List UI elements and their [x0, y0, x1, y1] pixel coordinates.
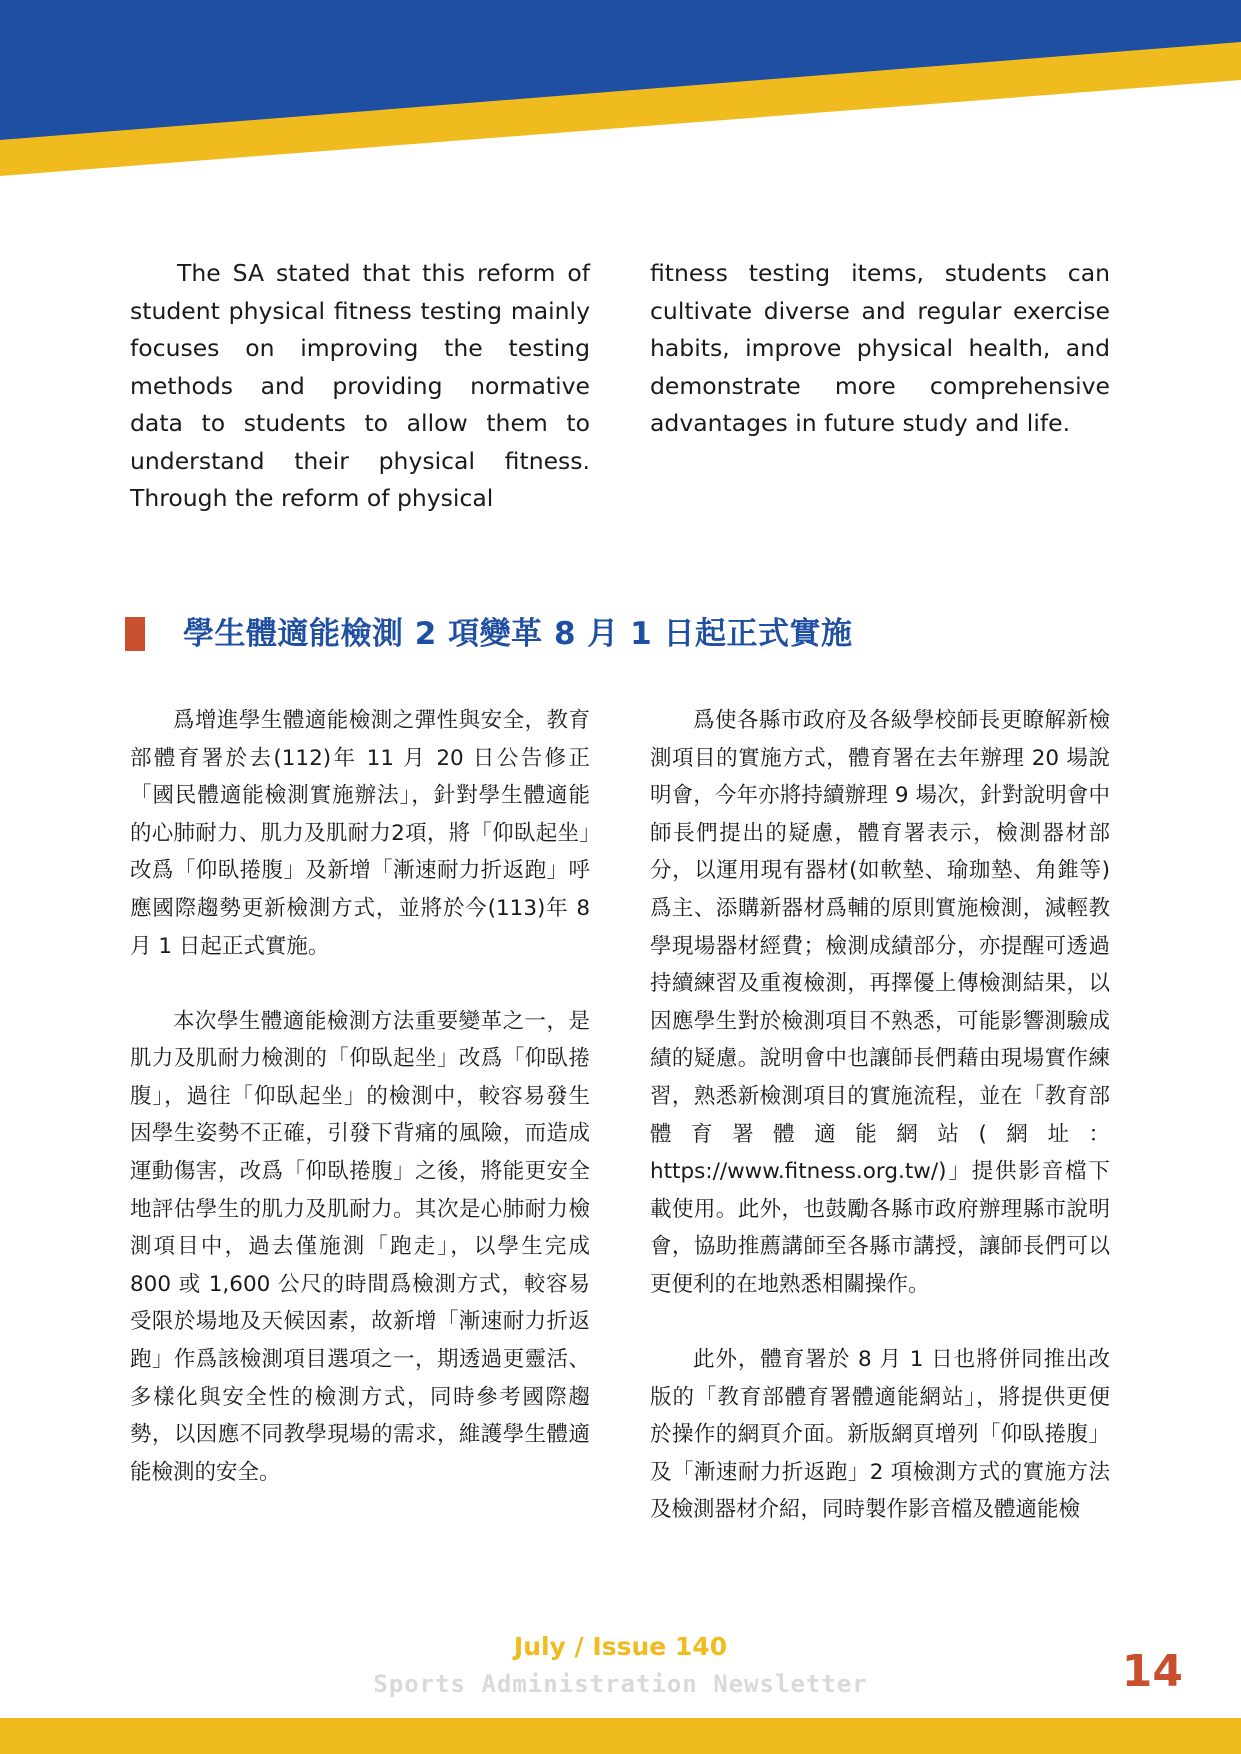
chinese-right-column: [650, 702, 1110, 1529]
chinese-paragraph: 本次學生體適能檢測方法重要變革之一，是肌力及肌耐力檢測的「仰臥起坐」改爲「仰臥捲腹」，過往「仰臥起坐」的檢測中，較容易發生因學生姿勢不正確，引發下背痛的風險，而造成運動傷害，改爲「仰臥捲腹」之後，將能更安全地評估學生的肌力及肌耐力。其次是心肺耐力檢測項目中，過去僅施測「跑走」，以學生完成 800 或 1,600 公尺的時間爲檢測方式，較容易受限於場地及天候因素，故新增「漸速耐力折返跑」作爲該檢測項目選項之一，期透過更靈活、多樣化與安全性的檢測方式，同時參考國際趨勢，以因應不同教學現場的需求，維護學生體適能檢測的安全。: [130, 1008, 590, 1485]
english-paragraph: The SA stated that this reform of student physical fitness testing mainly focuses on improving the testing methods and providing normative data to students to allow them to understand their physical fitness. Through the reform of physical: [130, 259, 590, 512]
header-banner: [0, 0, 1241, 200]
footer-bar: [0, 1718, 1241, 1754]
chinese-paragraph: 此外，體育署於 8 月 1 日也將併同推出改版的「教育部體育署體適能網站」，將提供更便於操作的網頁介面。新版網頁增列「仰臥捲腹」及「漸速耐力折返跑」2 項檢測方式的實施方法及檢測器材介紹，同時製作影音檔及體適能檢: [650, 1347, 1110, 1523]
chinese-left-column: [130, 702, 590, 1491]
chinese-paragraph: 爲增進學生體適能檢測之彈性與安全，教育部體育署於去(112)年 11 月 20 日公告修正「國民體適能檢測實施辦法」，針對學生體適能的心肺耐力、肌力及肌耐力2項，將「仰臥起坐」改爲「仰臥捲腹」及新增「漸速耐力折返跑」呼應國際趨勢更新檢測方式，並將於今(113)年 8 月 1 日起正式實施。: [130, 708, 590, 959]
section-heading: 學生體適能檢測 2 項變革 8 月 1 日起正式實施: [183, 616, 853, 652]
english-paragraph-continued: fitness testing items, students can cultivate diverse and regular exercise habits, improve physical health, and demonstrate more comprehensive advantages in future study and life.: [650, 259, 1110, 437]
chinese-paragraph: 爲使各縣市政府及各級學校師長更瞭解新檢測項目的實施方式，體育署在去年辦理 20 場說明會，今年亦將持續辦理 9 場次，針對說明會中師長們提出的疑慮，體育署表示，檢測器材部分，以運用現有器材(如軟墊、瑜珈墊、角錐等)爲主、添購新器材爲輔的原則實施檢測，減輕教學現場器材經費；檢測成績部分，亦提醒可透過持續練習及重複檢測，再擇優上傳檢測結果，以因應學生對於檢測項目不熟悉，可能影響測驗成績的疑慮。說明會中也讓師長們藉由現場實作練習，熟悉新檢測項目的實施流程，並在「教育部體育署體適能網站(網址：https://www.fitness.org.tw/)」提供影音檔下載使用。此外，也鼓勵各縣市政府辦理縣市說明會，協助推薦講師至各縣市講授，讓師長們可以更便利的在地熟悉相關操作。: [650, 708, 1110, 1297]
english-left-column: [130, 255, 590, 518]
footer-issue: July / Issue 140: [513, 1632, 728, 1661]
english-right-column: [650, 255, 1110, 443]
page-number: 14: [1121, 1646, 1183, 1697]
footer-publication-name: Sports Administration Newsletter: [373, 1670, 868, 1698]
section-heading-marker: [125, 617, 145, 651]
